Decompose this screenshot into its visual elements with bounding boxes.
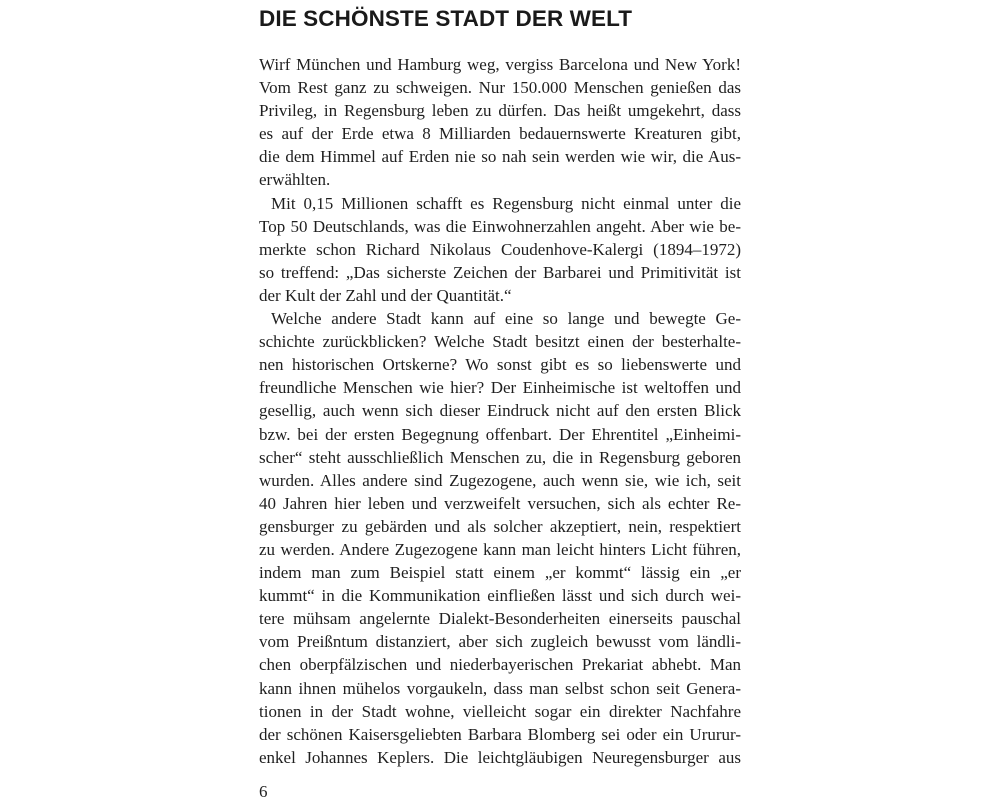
- text-line: Vom Rest ganz zu schweigen. Nur 150.000 Menschen genießen das: [259, 78, 741, 98]
- text-line: der Kult der Zahl und der Quantität.“: [259, 285, 512, 305]
- text-line: bzw. bei der ersten Begegnung offenbart. Der Ehrentitel „Einheimi-: [259, 424, 741, 444]
- page-number: 6: [259, 782, 268, 801]
- text-line: die dem Himmel auf Erden nie so nah sein werden wie wir, die Aus-: [259, 147, 741, 167]
- text-line: kummt“ in die Kommunikation einfließen lässt und sich durch wei-: [259, 586, 741, 606]
- text-line: chen oberpfälzischen und niederbayerischen Prekariat abhebt. Man: [259, 655, 741, 675]
- text-line: kann ihnen mühelos vorgaukeln, dass man selbst schon seit Genera-: [259, 678, 741, 698]
- text-line: es auf der Erde etwa 8 Milliarden bedauernswerte Kreaturen gibt,: [259, 124, 741, 144]
- chapter-title: DIE SCHÖNSTE STADT DER WELT: [259, 6, 633, 31]
- text-line: freundliche Menschen wie hier? Der Einheimische ist weltoffen und: [259, 378, 741, 398]
- text-line: so treffend: „Das sicherste Zeichen der Barbarei und Primitivität ist: [259, 262, 741, 282]
- text-line: schichte zurückblicken? Welche Stadt besitzt einen der besterhalte-: [259, 332, 741, 352]
- text-line: wurden. Alles andere sind Zugezogene, auch wenn sie, wie ich, seit: [259, 470, 741, 490]
- text-line: tere mühsam angelernte Dialekt-Besonderheiten einerseits pauschal: [259, 609, 741, 629]
- text-line: gesellig, auch wenn sich dieser Eindruck nicht auf den ersten Blick: [259, 401, 741, 421]
- text-line: nen historischen Ortskerne? Wo sonst gibt es so liebenswerte und: [259, 355, 741, 375]
- text-line: Mit 0,15 Millionen schafft es Regensburg nicht einmal unter die: [271, 193, 741, 213]
- text-line: Top 50 Deutschlands, was die Einwohnerzahlen angeht. Aber wie be-: [259, 216, 741, 236]
- body-text: [259, 53, 741, 769]
- text-line: vom Preißntum distanziert, aber sich zugleich bewusst vom ländli-: [259, 632, 741, 652]
- text-line: Privileg, in Regensburg leben zu dürfen. Das heißt umgekehrt, dass: [259, 101, 741, 121]
- text-line: der schönen Kaisersgeliebten Barbara Blomberg sei oder ein Ururur-: [259, 724, 741, 744]
- text-line: indem man zum Beispiel statt einem „er kommt“ lässig ein „er: [259, 563, 741, 583]
- text-line: gensburger zu gebärden und als solcher akzeptiert, nein, respektiert: [259, 516, 741, 536]
- text-line: merkte schon Richard Nikolaus Coudenhove-Kalergi (1894–1972): [259, 239, 741, 259]
- text-line: Welche andere Stadt kann auf eine so lange und bewegte Ge-: [271, 309, 741, 329]
- text-line: scher“ steht ausschließlich Menschen zu, die in Regensburg geboren: [259, 447, 741, 467]
- text-line: tionen in der Stadt wohne, vielleicht sogar ein direkter Nachfahre: [259, 701, 741, 721]
- text-line: enkel Johannes Keplers. Die leichtgläubigen Neuregensburger aus: [259, 747, 741, 767]
- text-line: Wirf München und Hamburg weg, vergiss Barcelona und New York!: [259, 55, 741, 74]
- text-line: 40 Jahren hier leben und verzweifelt versuchen, sich als echter Re-: [259, 493, 741, 513]
- text-line: zu werden. Andere Zugezogene kann man leicht hinters Licht führen,: [259, 539, 741, 559]
- text-line: erwählten.: [259, 170, 331, 190]
